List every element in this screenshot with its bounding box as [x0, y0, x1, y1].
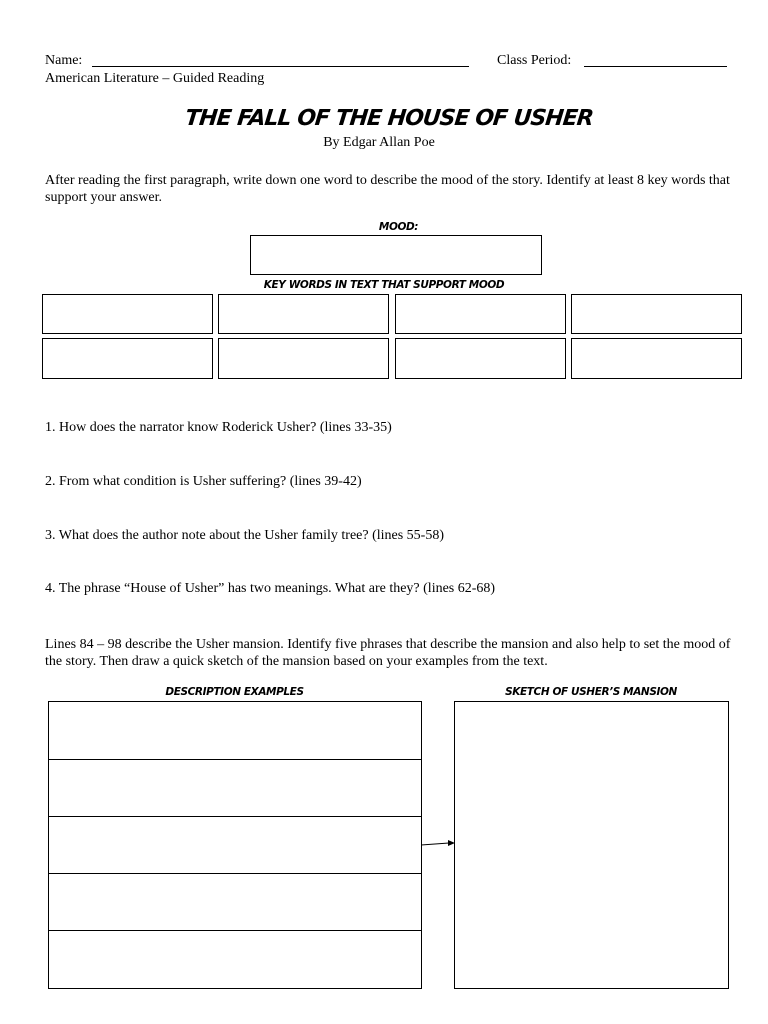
- description-row[interactable]: [48, 816, 422, 874]
- description-row[interactable]: [48, 701, 422, 760]
- question-2: 2. From what condition is Usher suffering? (lines 39-42): [45, 474, 362, 489]
- description-row[interactable]: [48, 759, 422, 817]
- sketch-box[interactable]: [454, 701, 729, 989]
- keyword-box[interactable]: [395, 338, 566, 379]
- keyword-box[interactable]: [42, 338, 213, 379]
- description-row[interactable]: [48, 930, 422, 989]
- keyword-box[interactable]: [42, 294, 213, 334]
- mood-answer-box[interactable]: [250, 235, 542, 275]
- keywords-label: KEY WORDS IN TEXT THAT SUPPORT MOOD: [263, 279, 505, 291]
- name-label: Name:: [45, 53, 83, 68]
- keyword-box[interactable]: [218, 338, 389, 379]
- mansion-instructions: Lines 84 – 98 describe the Usher mansion. Identify five phrases that describe the mansion and also help to set the mood of the story. Then draw a quick sketch of the mansion based on your examples from the text.: [45, 637, 731, 669]
- keyword-box[interactable]: [395, 294, 566, 334]
- question-3: 3. What does the author note about the Usher family tree? (lines 55-58): [45, 528, 445, 543]
- question-1: 1. How does the narrator know Roderick Usher? (lines 33-35): [45, 420, 392, 435]
- name-field[interactable]: [92, 54, 469, 67]
- class-period-label: Class Period:: [497, 53, 572, 68]
- description-examples-label: DESCRIPTION EXAMPLES: [165, 686, 304, 698]
- class-period-field[interactable]: [584, 54, 727, 67]
- description-row[interactable]: [48, 873, 422, 931]
- course-subtitle: American Literature – Guided Reading: [45, 71, 265, 86]
- arrow-right-icon: [421, 838, 457, 850]
- question-4: 4. The phrase “House of Usher” has two meanings. What are they? (lines 62-68): [45, 581, 496, 596]
- sketch-label: SKETCH OF USHER’S MANSION: [505, 686, 677, 698]
- page-title: THE FALL OF THE HOUSE OF USHER: [183, 106, 595, 131]
- author-line: By Edgar Allan Poe: [323, 135, 435, 150]
- keyword-box[interactable]: [218, 294, 389, 334]
- mood-label: MOOD:: [378, 221, 419, 233]
- mood-instructions: After reading the first paragraph, write down one word to describe the mood of the story. Identify at least 8 key words that support your answer.: [45, 173, 730, 205]
- keyword-box[interactable]: [571, 294, 742, 334]
- keyword-box[interactable]: [571, 338, 742, 379]
